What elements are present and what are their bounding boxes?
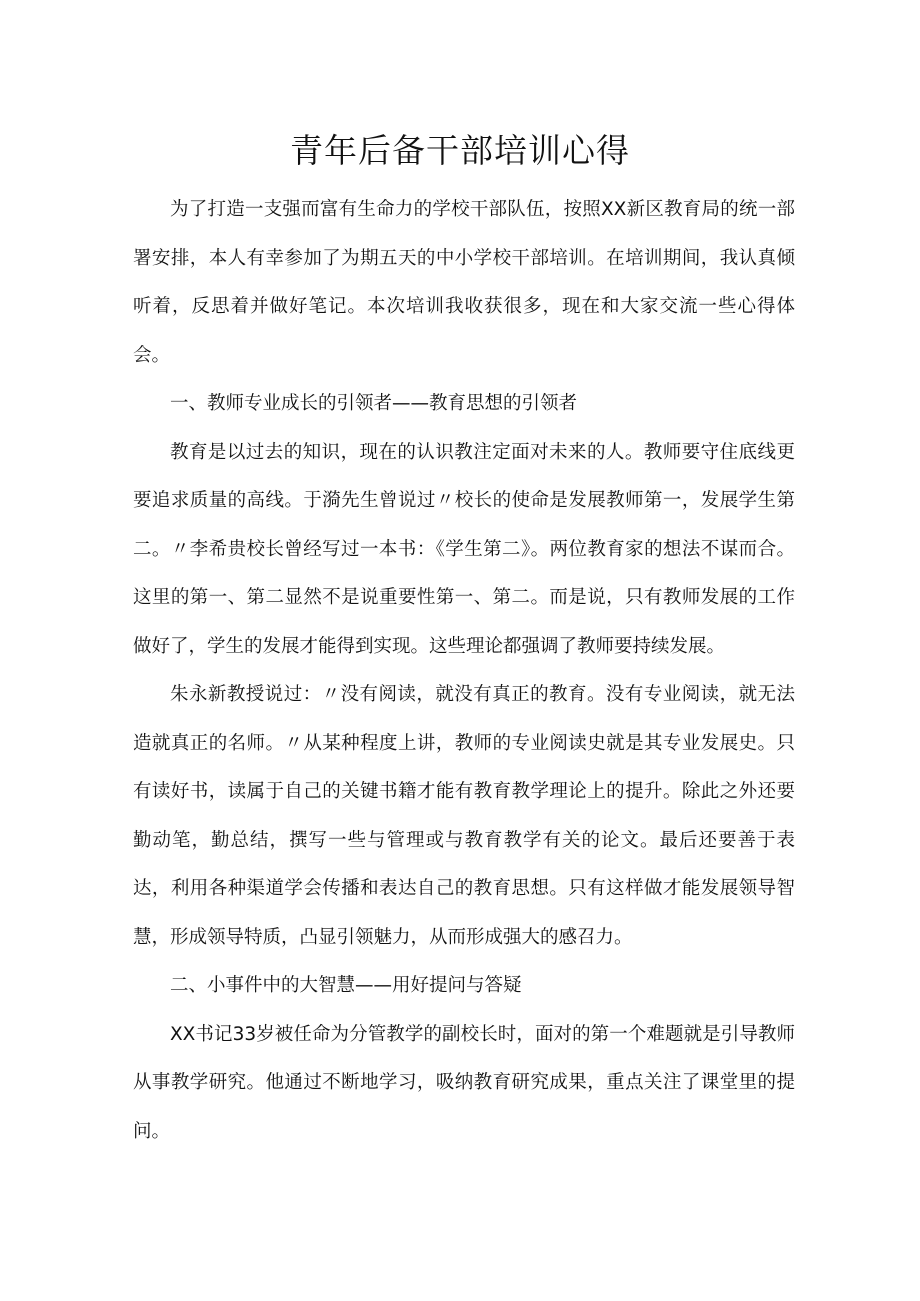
body-paragraph: 朱永新教授说过：〃没有阅读，就没有真正的教育。没有专业阅读，就无法造就真正的名师。〃从某种程度上讲，教师的专业阅读史就是其专业发展史。只有读好书，读属于自己的关键书籍才能有教育教学理论上的提升。除此之外还要勤动笔，勤总结，撰写一些与管理或与教育教学有关的论文。最后还要善于表达，利用各种渠道学会传播和表达自己的教育思想。只有这样做才能发展领导智慧，形成领导特质，凸显引领魅力，从而形成强大的感召力。: [133, 684, 795, 948]
document-body: [133, 186, 795, 1156]
section-heading-2: 二、小事件中的大智慧——用好提问与答疑: [170, 975, 522, 996]
intro-paragraph: 为了打造一支强而富有生命力的学校干部队伍，按照XX新区教育局的统一部署安排，本人有幸参加了为期五天的中小学校干部培训。在培训期间，我认真倾听着，反思着并做好笔记。本次培训我收获很多，现在和大家交流一些心得体会。: [133, 199, 795, 366]
body-paragraph: XX书记33岁被任命为分管教学的副校长时，面对的第一个难题就是引导教师从事教学研究。他通过不断地学习，吸纳教育研究成果，重点关注了课堂里的提问。: [133, 1023, 795, 1142]
document-title: 青年后备干部培训心得: [290, 131, 630, 170]
section-heading-1: 一、教师专业成长的引领者——教育思想的引领者: [170, 393, 578, 414]
body-paragraph: 教育是以过去的知识，现在的认识教注定面对未来的人。教师要守住底线更要追求质量的高线。于漪先生曾说过〃校长的使命是发展教师第一，发展学生第二。〃李希贵校长曾经写过一本书：《学生第二》。两位教育家的想法不谋而合。这里的第一、第二显然不是说重要性第一、第二。而是说，只有教师发展的工作做好了，学生的发展才能得到实现。这些理论都强调了教师要持续发展。: [133, 441, 795, 657]
